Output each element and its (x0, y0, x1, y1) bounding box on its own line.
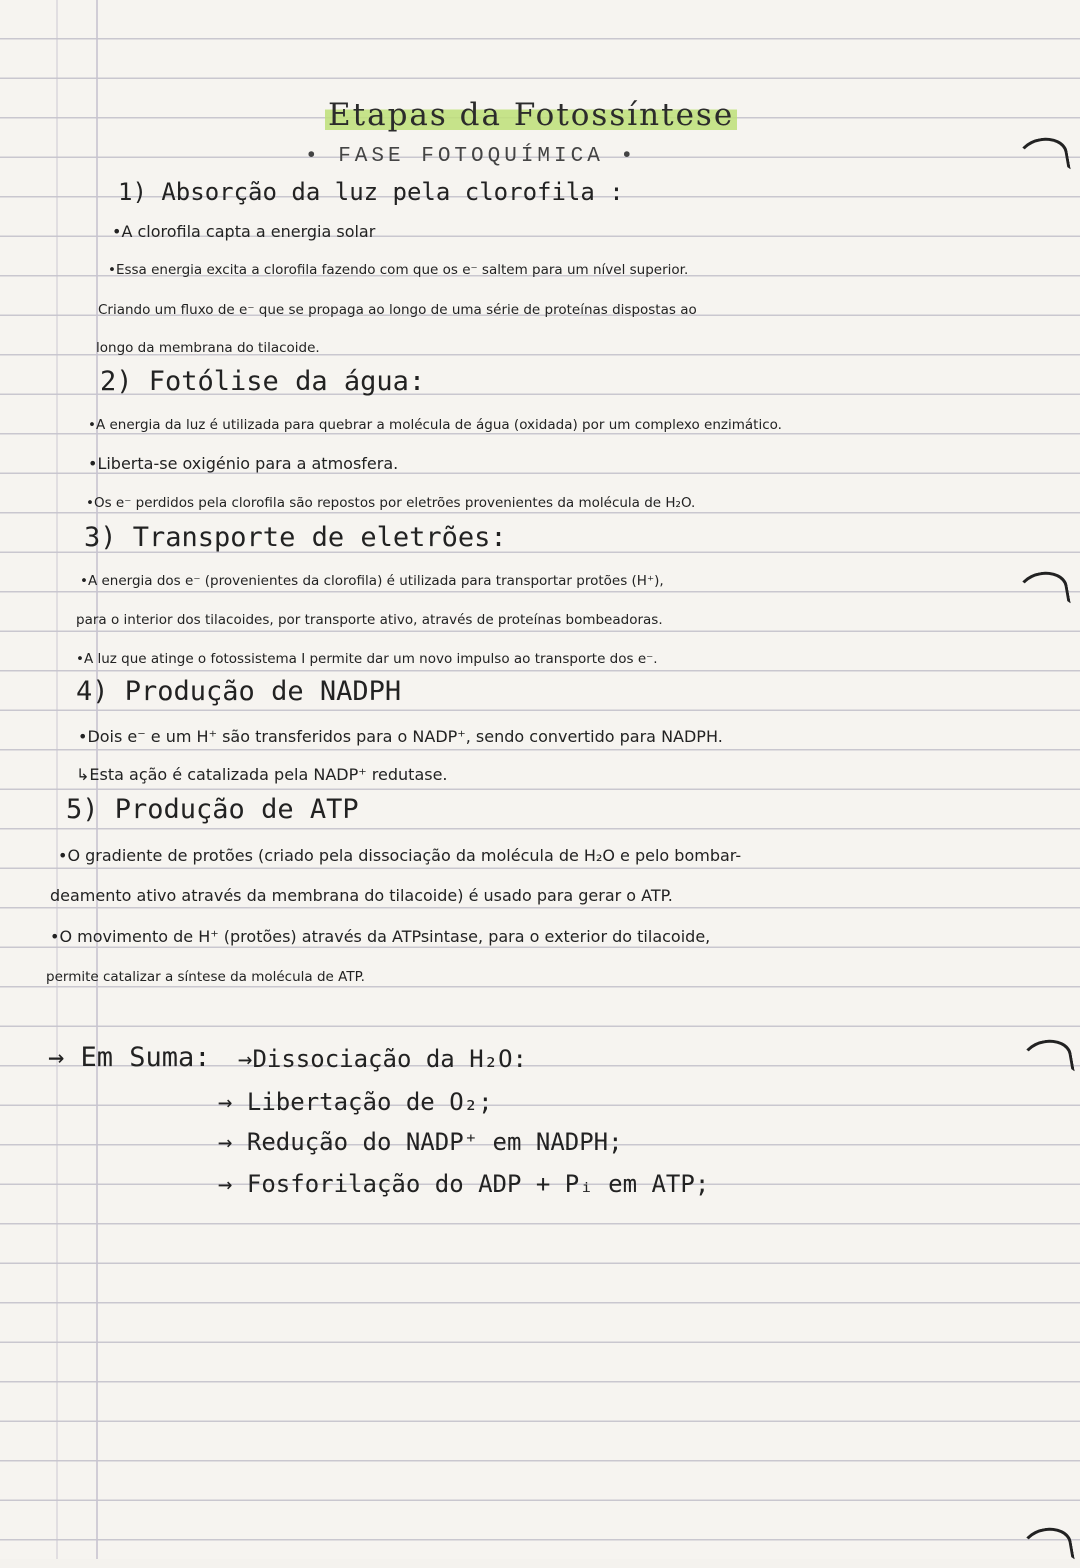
section-4-line-1: •Dois e⁻ e um H⁺ são transferidos para o NADP⁺, sendo convertido para NADPH. (78, 727, 723, 746)
section-3-line-1: •A energia dos e⁻ (provenientes da clorofila) é utilizada para transportar protões (H⁺), (80, 573, 664, 589)
page-title (325, 97, 737, 133)
phase-subtitle: • FASE FOTOQUÍMICA • (305, 145, 638, 168)
section-1-line-4: longo da membrana do tilacoide. (96, 340, 320, 356)
section-3-line-2: para o interior dos tilacoides, por transporte ativo, através de proteínas bombeadoras. (76, 612, 663, 628)
page-title-text: Etapas da Fotossíntese (325, 97, 737, 133)
summary-item-2: → Libertação de O₂; (218, 1088, 493, 1116)
section-1-line-1: •A clorofila capta a energia solar (112, 222, 376, 241)
margin-line-faint (56, 0, 58, 1559)
section-1-line-2: •Essa energia excita a clorofila fazendo com que os e⁻ saltem para um nível superior. (108, 262, 689, 278)
binder-ring-icon (1015, 568, 1070, 612)
section-2-line-1: •A energia da luz é utilizada para quebrar a molécula de água (oxidada) por um complexo enzimático. (88, 417, 782, 433)
section-3-line-3: •A luz que atinge o fotossistema I permite dar um novo impulso ao transporte dos e⁻. (76, 651, 658, 667)
section-5-line-2: deamento ativo através da membrana do tilacoide) é usado para gerar o ATP. (50, 886, 673, 905)
section-2-heading: 2) Fotólise da água: (100, 366, 426, 397)
section-5-line-4: permite catalizar a síntese da molécula de ATP. (46, 969, 365, 985)
section-1-line-3: Criando um fluxo de e⁻ que se propaga ao longo de uma série de proteínas dispostas ao (98, 302, 697, 318)
summary-item-3: → Redução do NADP⁺ em NADPH; (218, 1128, 623, 1156)
summary-item-1: →Dissociação da H₂O: (238, 1045, 527, 1073)
summary-item-4: → Fosforilação do ADP + Pᵢ em ATP; (218, 1170, 710, 1198)
section-2-line-2: •Liberta-se oxigénio para a atmosfera. (88, 454, 399, 473)
binder-ring-icon (1019, 1036, 1074, 1080)
section-5-line-1: •O gradiente de protões (criado pela dissociação da molécula de H₂O e pelo bombar- (58, 846, 742, 865)
section-2-line-3: •Os e⁻ perdidos pela clorofila são repostos por eletrões provenientes da molécula de H₂O. (86, 495, 696, 511)
section-1-heading: 1) Absorção da luz pela clorofila : (118, 178, 624, 206)
section-4-line-2: ↳Esta ação é catalizada pela NADP⁺ redutase. (76, 765, 448, 784)
binder-ring-icon (1015, 134, 1070, 178)
binder-ring-icon (1019, 1524, 1074, 1568)
section-5-heading: 5) Produção de ATP (66, 794, 359, 825)
section-3-heading: 3) Transporte de eletrões: (84, 522, 507, 553)
summary-label: → Em Suma: (48, 1042, 211, 1073)
section-5-line-3: •O movimento de H⁺ (protões) através da ATPsintase, para o exterior do tilacoide, (50, 927, 711, 946)
section-4-heading: 4) Produção de NADPH (76, 676, 402, 707)
